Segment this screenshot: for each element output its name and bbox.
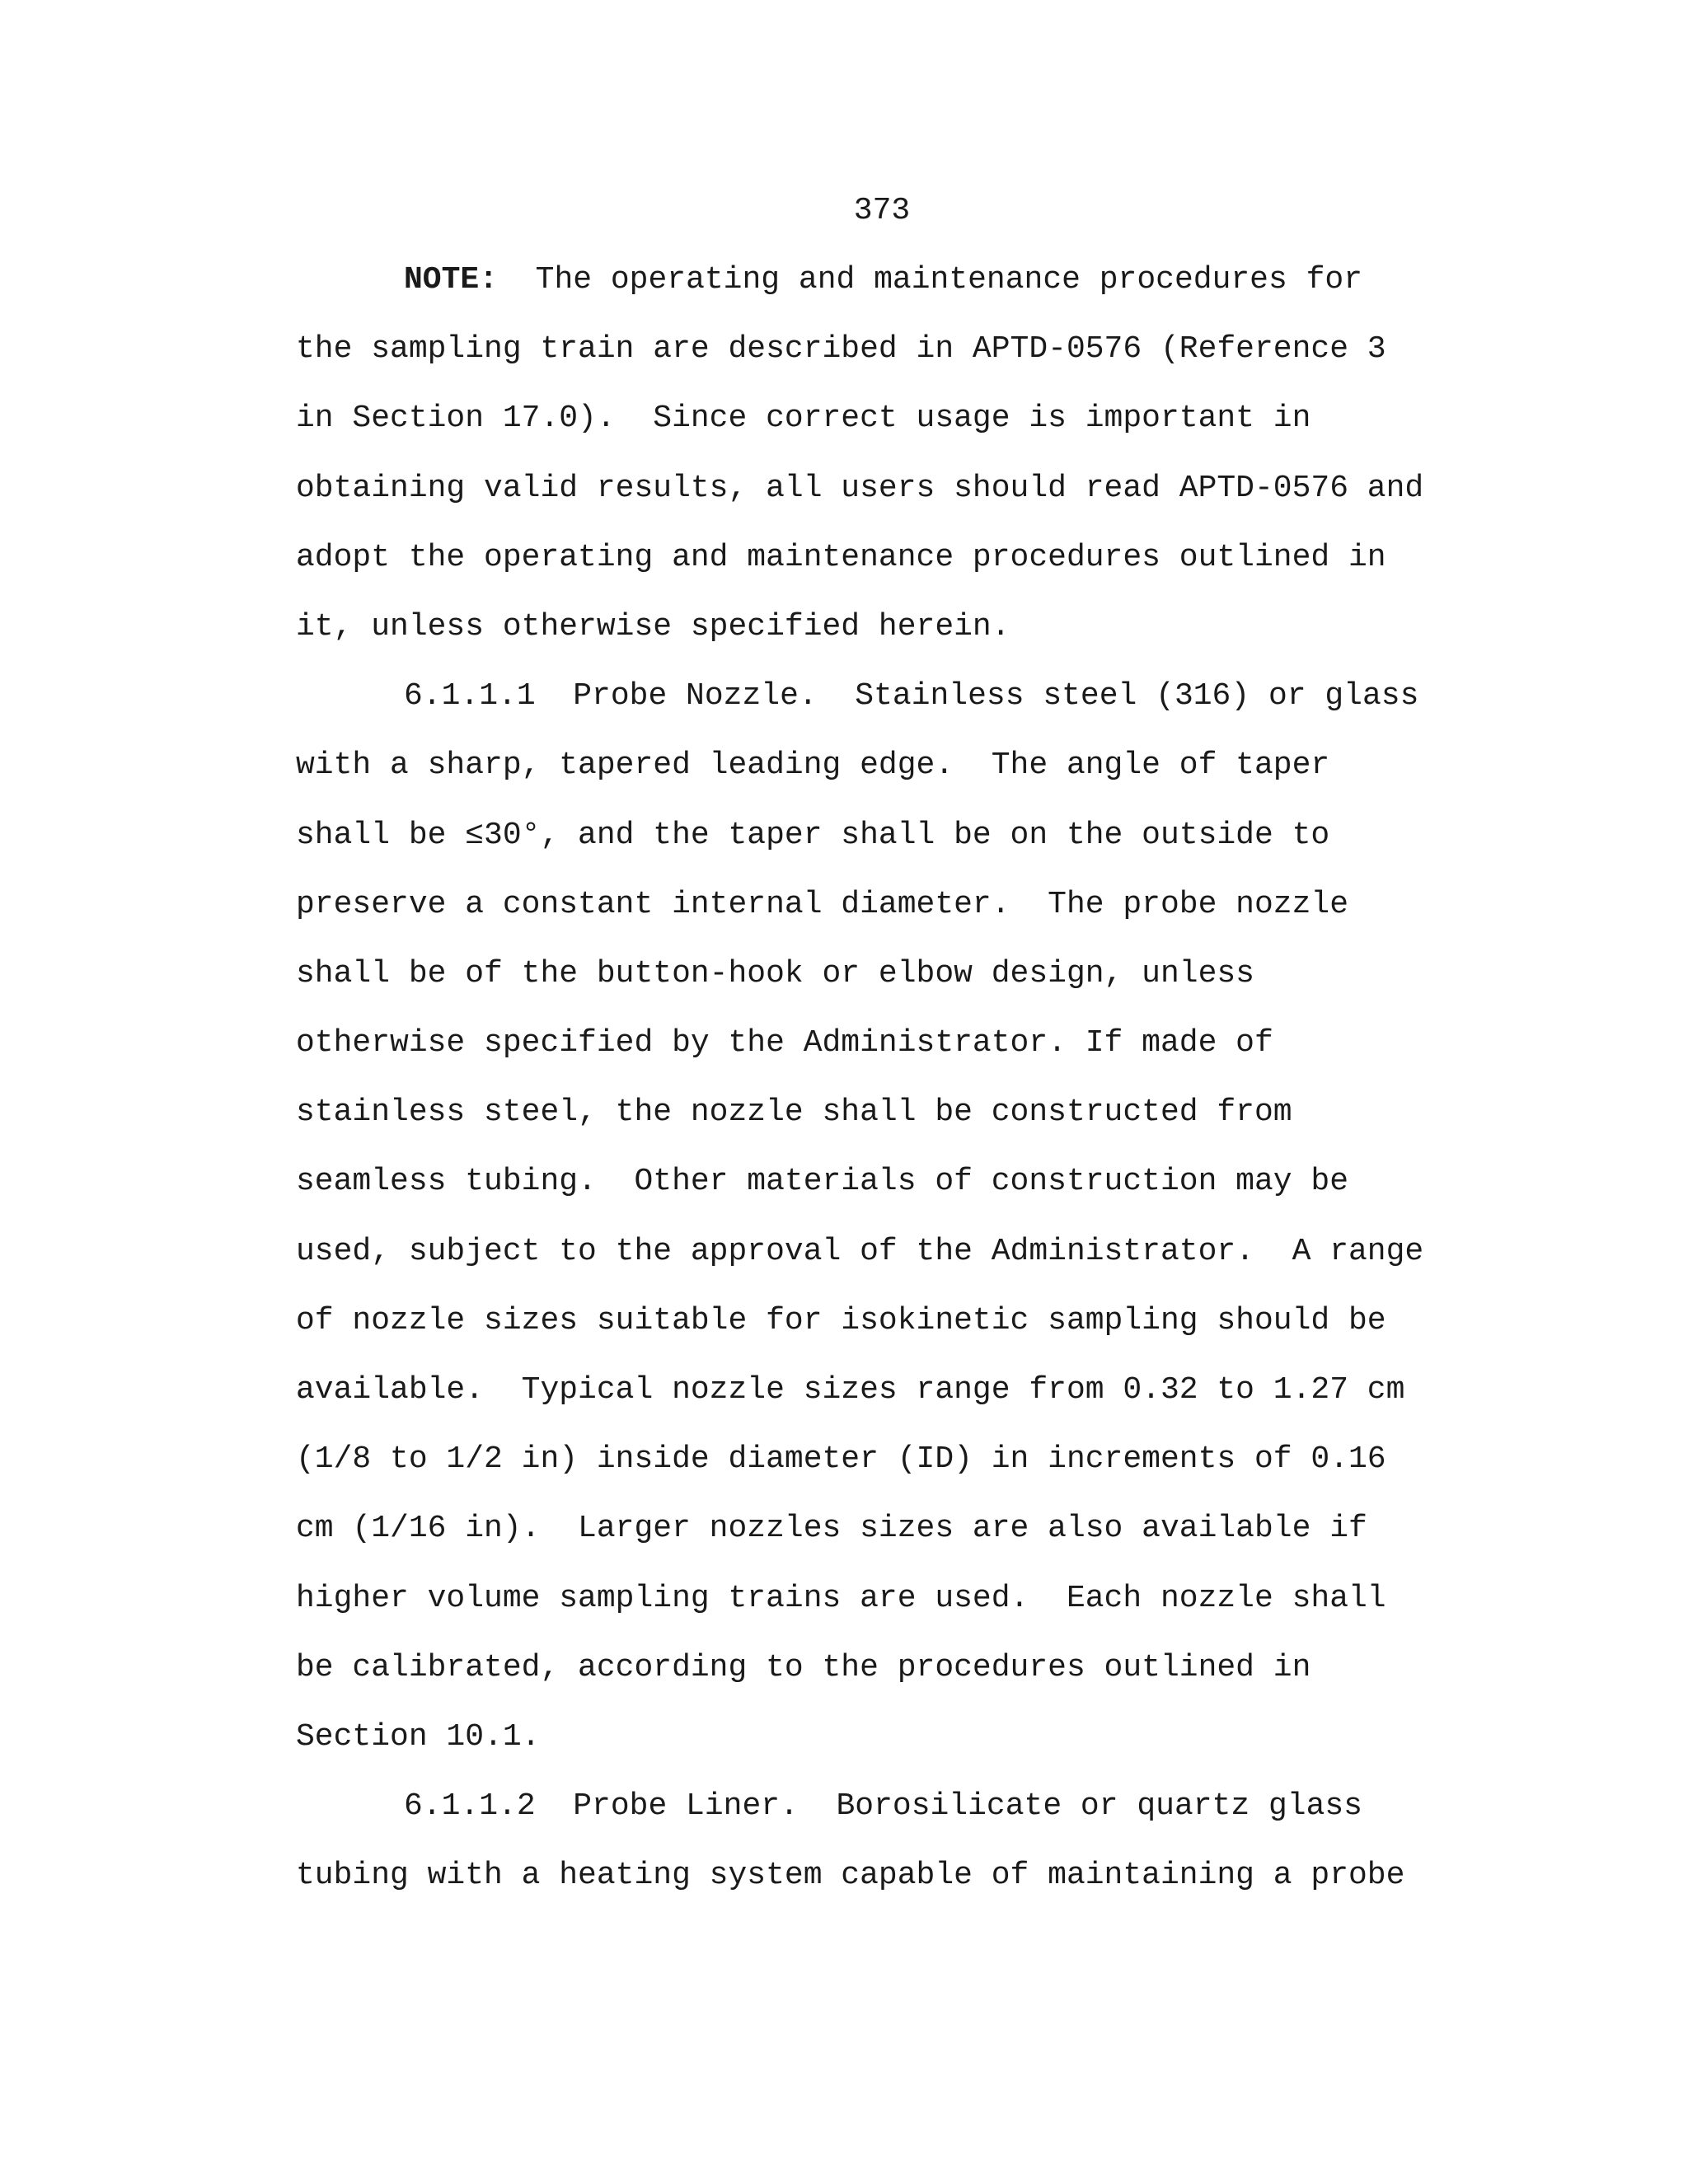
body-text (296, 260, 1532, 1926)
text-line: available. Typical nozzle sizes range from 0.32 to 1.27 cm (296, 1372, 1405, 1408)
note-paragraph-line (296, 260, 1532, 330)
text-line: preserve a constant internal diameter. The probe nozzle (296, 886, 1349, 922)
text-line: otherwise specified by the Administrator. If made of (296, 1025, 1273, 1062)
page-number: 373 (853, 193, 911, 228)
text-line: obtaining valid results, all users should read APTD-0576 and (296, 470, 1424, 506)
text-line: adopt the operating and maintenance procedures outlined in (296, 539, 1386, 575)
text-line: Section 10.1. (296, 1718, 541, 1755)
text-line: the sampling train are described in APTD-0576 (Reference 3 (296, 331, 1386, 368)
note-label: NOTE: (404, 262, 499, 298)
text-line: tubing with a heating system capable of maintaining a probe (296, 1858, 1405, 1894)
text-line: cm (1/16 in). Larger nozzles sizes are also available if (296, 1511, 1367, 1547)
text-line: it, unless otherwise specified herein. (296, 608, 1010, 644)
text-line: The operating and maintenance procedures for (498, 262, 1363, 298)
text-line: with a sharp, tapered leading edge. The angle of taper (296, 748, 1330, 784)
section-heading-line: 6.1.1.1 Probe Nozzle. Stainless steel (316) or glass (404, 678, 1419, 715)
text-line: in Section 17.0). Since correct usage is important in (296, 401, 1311, 437)
text-line: be calibrated, according to the procedures outlined in (296, 1649, 1311, 1685)
text-line: of nozzle sizes suitable for isokinetic sampling should be (296, 1302, 1386, 1338)
text-line: (1/8 to 1/2 in) inside diameter (ID) in increments of 0.16 (296, 1441, 1386, 1478)
section-heading-line: 6.1.1.2 Probe Liner. Borosilicate or quartz glass (404, 1788, 1362, 1825)
text-line: used, subject to the approval of the Administrator. A range (296, 1233, 1424, 1269)
text-line: higher volume sampling trains are used. Each nozzle shall (296, 1580, 1386, 1616)
text-line: shall be ≤30°, and the taper shall be on the outside to (296, 817, 1330, 853)
text-line: stainless steel, the nozzle shall be constructed from (296, 1094, 1292, 1131)
text-line: shall be of the button-hook or elbow design, unless (296, 955, 1254, 991)
text-line: seamless tubing. Other materials of construction may be (296, 1164, 1349, 1200)
